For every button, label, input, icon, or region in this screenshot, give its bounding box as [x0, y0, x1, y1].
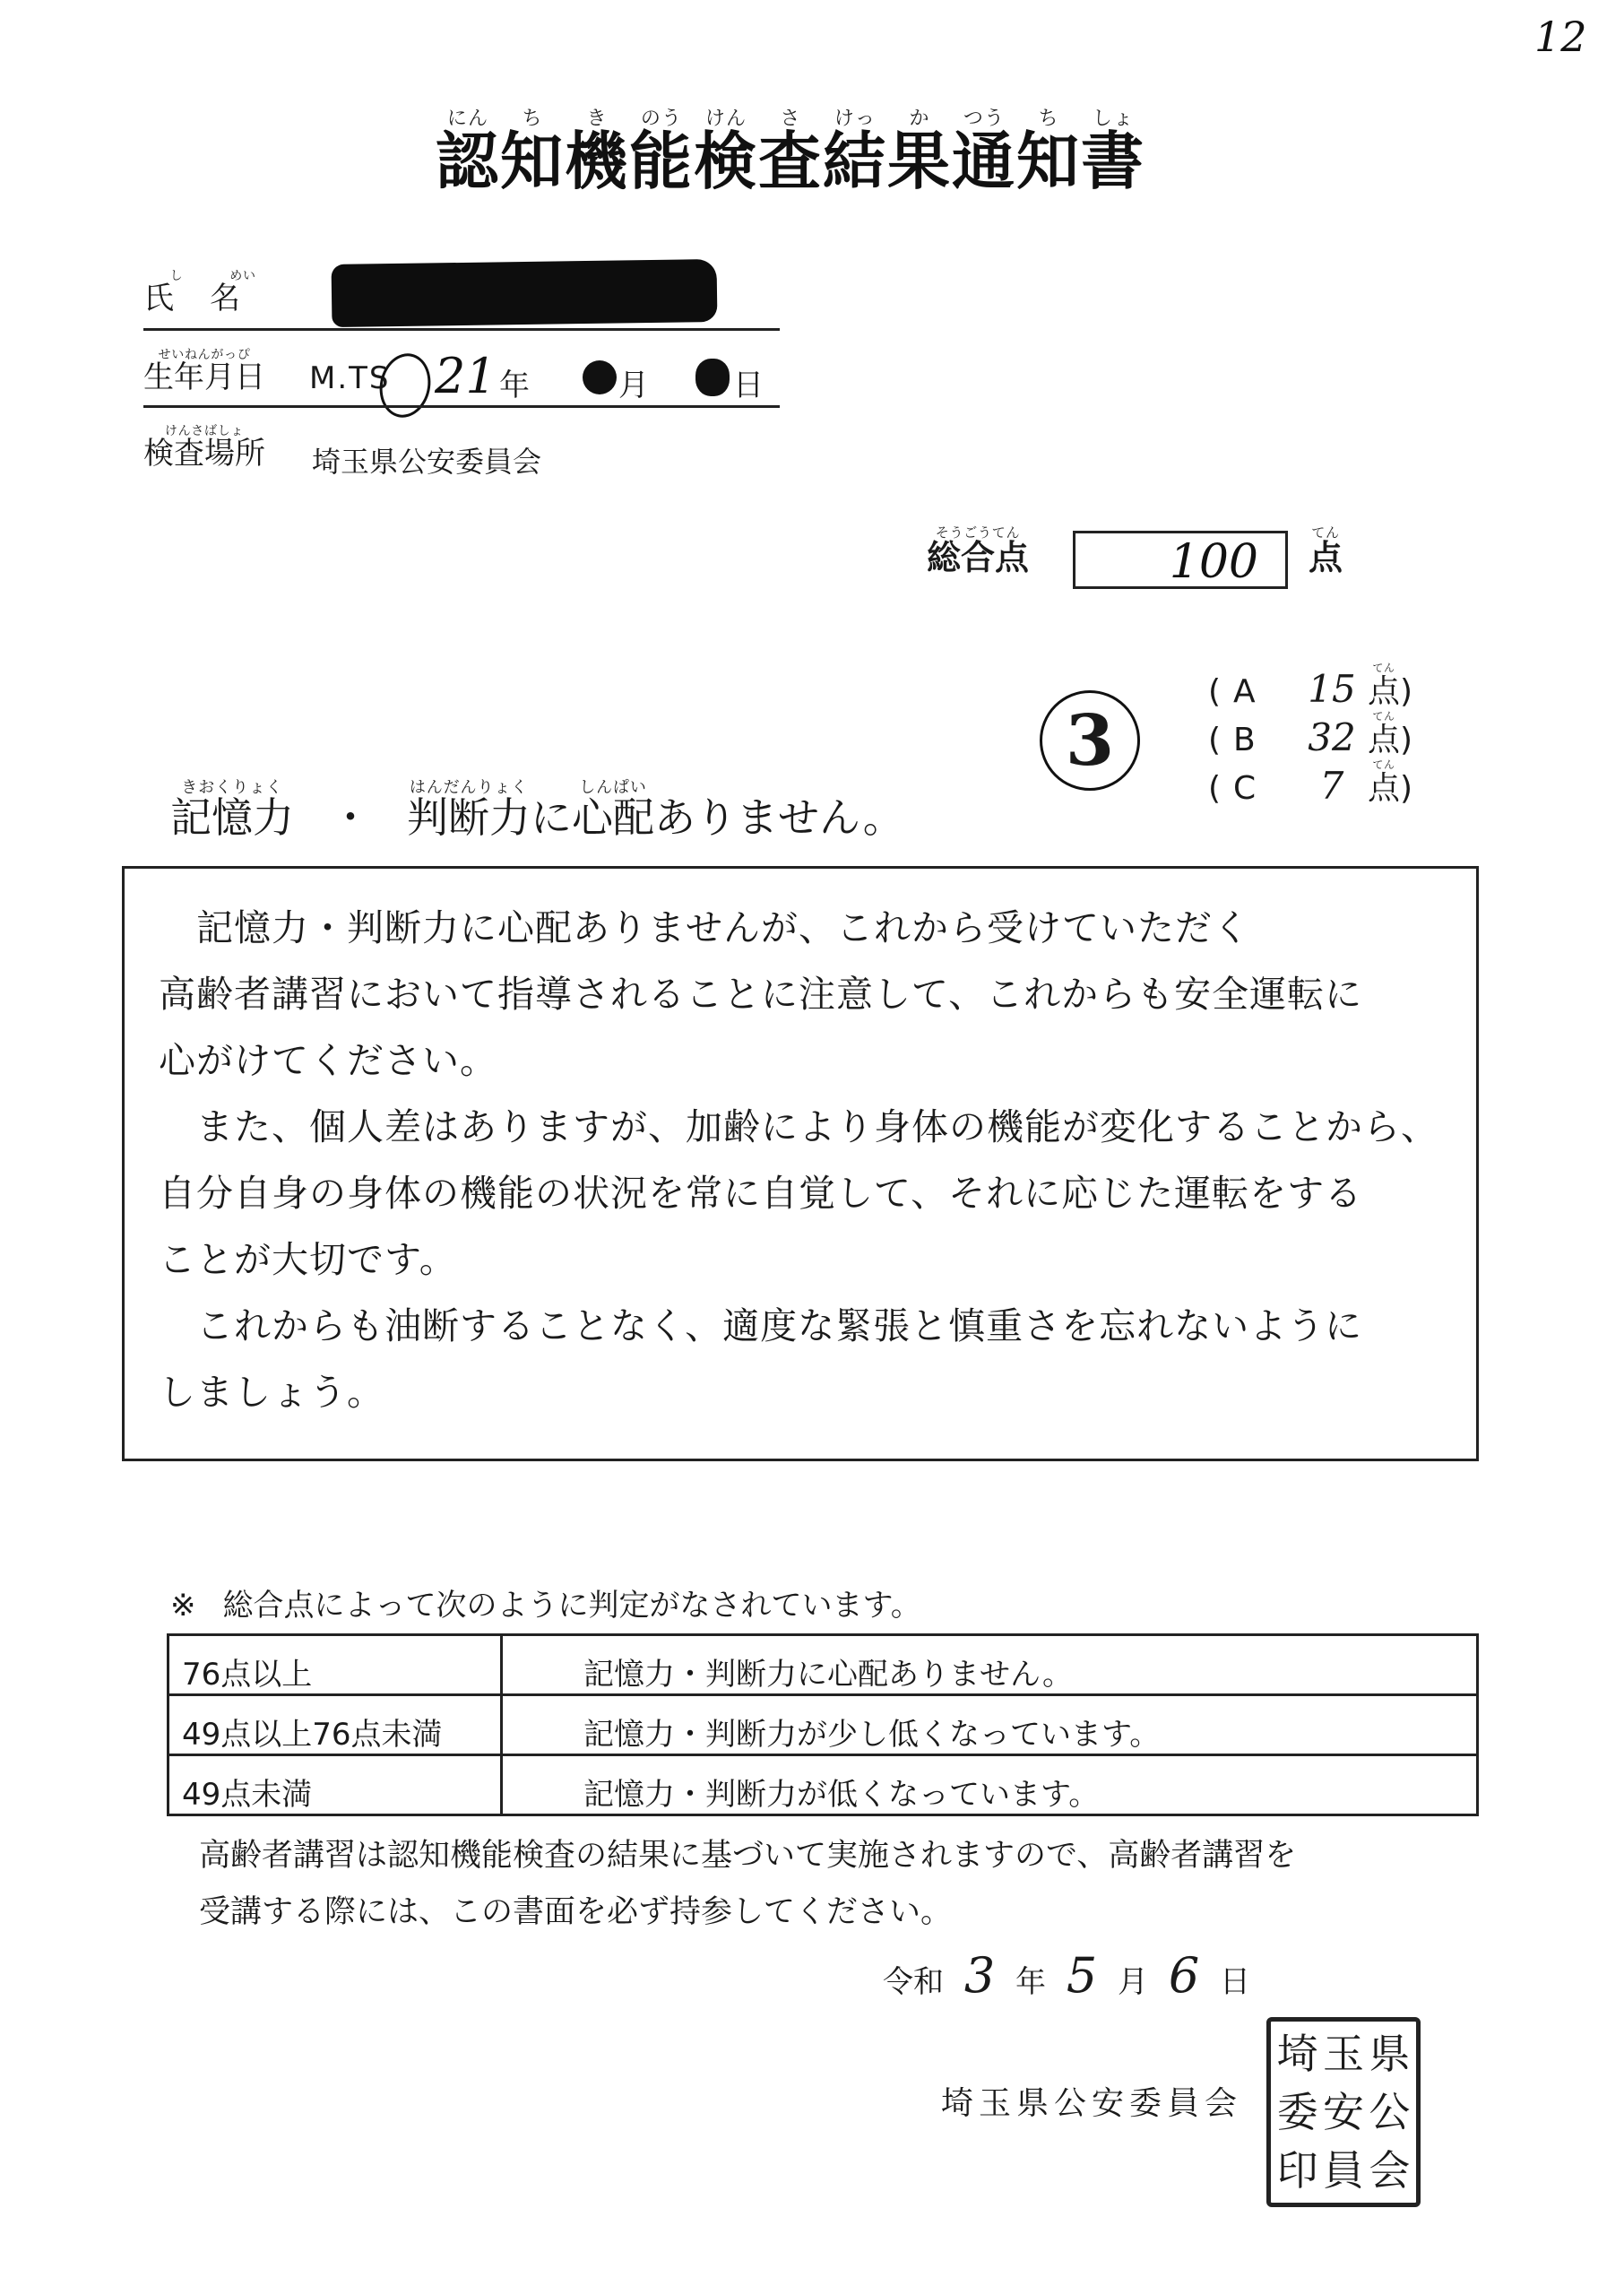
total-score-value: 100: [1169, 535, 1258, 589]
title-char: 結けっ: [823, 108, 887, 198]
footer-line: 高齢者講習は認知機能検査の結果に基づいて実施されますので、高齢者講習を: [199, 1838, 1297, 1874]
body-line: ことが大切です。: [159, 1238, 457, 1281]
place-label: 検査場所けんさばしょ: [143, 424, 265, 472]
title-char: 査さ: [758, 108, 823, 198]
score-result: 記憶力・判断力に心配ありません。: [502, 1635, 1478, 1695]
page-number: 12: [1534, 13, 1587, 61]
explanation-box: [122, 866, 1479, 1461]
body-line: また、個人差はありますが、加齢により身体の機能が変化することから、: [159, 1105, 1438, 1148]
title-char: 機き: [565, 108, 629, 198]
dob-era-options: M.TS: [309, 360, 391, 396]
official-seal-icon: 県 公 会 玉 安 員 埼 委 印: [1266, 2017, 1421, 2207]
title-char: 知ち: [1016, 108, 1081, 198]
table-row: [168, 1695, 1478, 1755]
title-char: 通つう: [952, 108, 1016, 198]
body-line: 自分自身の身体の機能の状況を常に自覚して、それに応じた運転をする: [159, 1172, 1363, 1215]
title-char: 認にん: [436, 108, 500, 198]
issue-date: 令和 3 年 5 月 6 日: [883, 1947, 1250, 2004]
table-row: [168, 1755, 1478, 1815]
dob-era-selected: S: [368, 360, 391, 396]
score-result: 記憶力・判断力が少し低くなっています。: [502, 1695, 1478, 1755]
sub-score-b: ( B 32 点てん): [1208, 710, 1413, 759]
sub-score-value: 15: [1308, 667, 1356, 711]
dob-year-unit: 年: [499, 368, 530, 403]
sub-score-value: 7: [1319, 764, 1344, 808]
sub-score-a: ( A 15 点てん): [1208, 662, 1413, 711]
title-char: 能のう: [629, 108, 694, 198]
dob-month-redacted: [583, 360, 617, 394]
dob-underline: [143, 405, 780, 408]
criteria-note: ※ 総合点によって次のように判定がなされています。: [170, 1588, 921, 1624]
score-range: 49点以上76点未満: [168, 1695, 502, 1755]
body-line: 記憶力・判断力に心配ありませんが、これから受けていただく: [159, 906, 1250, 949]
dob-month-unit: 月: [618, 368, 649, 403]
place-value: 埼玉県公安委員会: [312, 445, 542, 479]
footer-line: 受講する際には、この書面を必ず持参してください。: [199, 1894, 953, 1930]
dob-year: 21: [435, 348, 497, 404]
score-range: 76点以上: [168, 1635, 502, 1695]
name-label: 氏し名めい: [143, 269, 276, 316]
sub-score-c: ( C 7 点てん): [1208, 758, 1413, 808]
total-score-box: [1073, 531, 1288, 589]
dob-day-redacted: [695, 359, 730, 396]
name-value-redacted: [332, 259, 718, 327]
title-char: 書しょ: [1081, 108, 1145, 198]
score-result: 記憶力・判断力が低くなっています。: [502, 1755, 1478, 1815]
total-score-unit: 点てん: [1309, 524, 1343, 577]
total-score-label: 総合点そうごうてん: [927, 524, 1030, 577]
table-row: [168, 1635, 1478, 1695]
dob-day-unit: 日: [733, 368, 764, 403]
title-char: 検けん: [694, 108, 758, 198]
title-char: 果か: [887, 108, 952, 198]
dob-label: 生年月日せいねんがっぴ: [143, 348, 265, 395]
name-underline: [143, 328, 780, 331]
body-line: これからも油断することなく、適度な緊張と慎重さを忘れないように: [159, 1304, 1363, 1347]
title-char: 知ち: [500, 108, 565, 198]
sub-score-value: 32: [1308, 715, 1356, 759]
issuer-name: 埼玉県公安委員会: [941, 2085, 1243, 2122]
body-line: 心がけてください。: [159, 1039, 497, 1082]
judgment-level-badge: 3: [1040, 690, 1140, 791]
body-line: しましょう。: [159, 1371, 384, 1414]
judgment-heading: 記憶力きおくりょく・ 判断力はんだんりょくに心配しんぱいありません。: [170, 778, 904, 842]
score-range: 49点未満: [168, 1755, 502, 1815]
document-title: [436, 108, 1145, 202]
body-line: 高齢者講習において指導されることに注意して、これからも安全運転に: [159, 973, 1363, 1016]
criteria-table: [167, 1633, 1479, 1816]
